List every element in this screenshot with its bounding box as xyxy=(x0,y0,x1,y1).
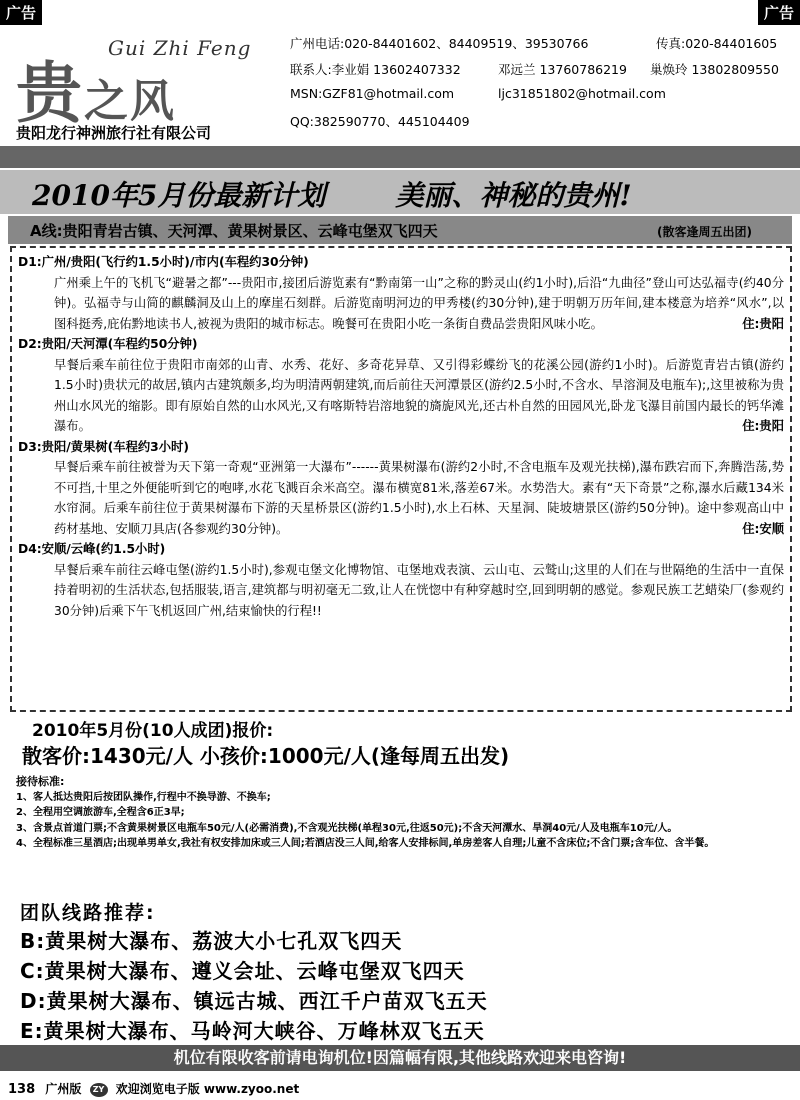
magazine-logo: ZY xyxy=(90,1083,108,1097)
divider-band xyxy=(0,146,800,168)
standard-item: 1、客人抵达贵阳后按团队操作,行程中不换导游、不换车; xyxy=(16,791,271,803)
price-title: 2010年5月份(10人成团)报价: xyxy=(32,721,274,741)
footer xyxy=(8,1080,299,1097)
standard-item: 2、全程用空调旅游车,全程含6正3早; xyxy=(16,807,185,818)
logo-text-small: 之风 xyxy=(84,76,176,127)
fax: 传真:020-84401605 xyxy=(656,36,778,51)
day-text: 早餐后乘车前往位于贵阳市南郊的山青、水秀、花好、多奇花异草、又引得彩蝶纷飞的花溪公园(游约1小时)。后游览青岩古镇(游约1.5小时)贵状元的故居,镇内古建筑颇多,均为明清两朝建筑,而后前往天河潭景区(游约2.5小时,不含水、旱溶洞及电瓶车);,这里被称为贵州山水风光的缩影。即有原始自然的山水风光,又有喀斯特岩溶地貌的旖旎风光,还古朴自然的田园风光,卧龙飞瀑目前国内最长的钙华滩瀑布。 xyxy=(54,357,784,433)
route-e: E:黄果树大瀑布、马岭河大峡谷、万峰林双飞五天 xyxy=(20,1019,485,1043)
qq: QQ:382590770、445104409 xyxy=(290,114,470,129)
day-body xyxy=(18,457,784,539)
day-text: 早餐后乘车前往云峰屯堡(游约1.5小时),参观屯堡文化博物馆、屯堡地戏表演、云山屯、云鹫山;这里的人们在与世隔绝的生活中一直保持着明初的生活状态,包括服装,语言,建筑都与明初毫无二致,让人在恍惚中有种穿越时空,回到明朝的感觉。参观民族工艺蜡染厂(参观约30分钟)后乘下午飞机返回广州,结束愉快的行程!! xyxy=(54,562,784,618)
contact-person-2: 邓远兰 13760786219 xyxy=(498,62,627,77)
day-stay: 住:贵阳 xyxy=(742,419,784,433)
line-a-note: (散客逢周五出团) xyxy=(657,225,752,239)
day-text: 广州乘上午的飞机飞“避暑之都”---贵阳市,接团后游览素有“黔南第一山”之称的黔灵山(约1小时),后沿“九曲径”登山可达弘福寺(约40分钟)。弘福寺与山简的麒麟洞及山上的摩崖石刻群。后游览南明河边的甲秀楼(约30分钟),建于明朝万历年间,建本楼意为培养“风水”,以图科挺秀,庇佑黔地读书人,被视为贵阳的城市标志。晚餐可在贵阳小吃一条街自费品尝贵阳风味小吃。 xyxy=(54,275,784,331)
logo xyxy=(12,30,280,132)
route-d: D:黄果树大瀑布、镇远古城、西江千户苗双飞五天 xyxy=(20,989,488,1013)
msn-2: ljc31851802@hotmail.com xyxy=(498,86,666,101)
line-a-label: A线:贵阳青岩古镇、天河潭、黄果树景区、云峰屯堡双飞四天 xyxy=(30,222,438,240)
day-4 xyxy=(18,539,784,621)
day-body xyxy=(18,355,784,437)
route-b: B:黄果树大瀑布、荔波大小七孔双飞四天 xyxy=(20,929,403,953)
contact-person-1: 联系人:李业娟 13602407332 xyxy=(290,62,461,77)
contact-info xyxy=(290,34,790,138)
route-c: C:黄果树大瀑布、遵义会址、云峰屯堡双飞四天 xyxy=(20,959,465,983)
logo-pinyin: Gui Zhi Feng xyxy=(108,36,252,60)
logo-text xyxy=(16,40,176,135)
day-head: D3:贵阳/黄果树(车程约3小时) xyxy=(18,439,189,454)
day-head: D2:贵阳/天河潭(车程约50分钟) xyxy=(18,337,198,351)
day-body xyxy=(18,560,784,622)
standard-item: 4、全程标准三星酒店;出现单男单女,我社有权安排加床或三人间;若酒店没三人间,给客人安排标间,单房差客人自理;儿童不含床位;不含门票;含车位、含半餐。 xyxy=(16,838,715,849)
itinerary-box xyxy=(10,246,792,712)
contact-person-3: 巢焕玲 13802809550 xyxy=(650,62,779,77)
phone: 广州电话:020-84401602、84409519、39530766 xyxy=(290,36,589,51)
day-head: D4:安顺/云峰(约1.5小时) xyxy=(18,542,166,556)
recommend-title: 团队线路推荐: xyxy=(20,902,156,924)
day-body xyxy=(18,273,784,335)
msn-1: MSN:GZF81@hotmail.com xyxy=(290,86,455,101)
main-title xyxy=(0,170,800,214)
day-3 xyxy=(18,437,784,540)
day-text: 早餐后乘车前往被誉为天下第一奇观“亚洲第一大瀑布”------黄果树瀑布(游约2小时,不含电瓶车及观光扶梯),瀑布跌宕而下,奔腾浩荡,势不可挡,十里之外便能听到它的咆哮,水花飞溅百余米高空。瀑布横宽81米,落差67米。水势浩大。素有“天下奇景”之称,瀑水后藏134米水帘洞。后乘车前往位于黄果树瀑布下游的天星桥景区(游约1.5小时),水上石林、天星洞、陡坡塘景区(游约50分钟)。途中参观高山中药材基地、安顺刀具店(各参观约30分钟)。 xyxy=(54,460,784,536)
day-2 xyxy=(18,334,784,437)
footer-text: 欢迎浏览电子版 www.zyoo.net xyxy=(115,1082,300,1096)
recommend-routes xyxy=(20,926,488,1046)
day-stay: 住:安顺 xyxy=(742,521,784,536)
day-head: D1:广州/贵阳(飞行约1.5小时)/市内(车程约30分钟) xyxy=(18,255,309,269)
company-name: 贵阳龙行神洲旅行社有限公司 xyxy=(16,124,212,142)
logo-text-big: 贵 xyxy=(16,54,84,132)
day-stay: 住:贵阳 xyxy=(742,316,784,331)
bottom-notice-bar: 机位有限收客前请电询机位!因篇幅有限,其他线路欢迎来电咨询! xyxy=(0,1045,800,1071)
page-number: 138 xyxy=(8,1082,36,1097)
header xyxy=(8,22,792,140)
ad-label-right: 广告 xyxy=(758,0,800,25)
title-part-2: 美丽、神秘的贵州! xyxy=(395,179,632,212)
standard-item: 3、含景点首道门票;不含黄果树景区电瓶车50元/人(必需消费),不含观光扶梯(单程30元,往返50元);不含天河潭水、旱洞40元/人及电瓶车10元/人。 xyxy=(16,822,678,834)
ad-label-left: 广告 xyxy=(0,0,42,25)
day-1 xyxy=(18,252,784,334)
price-line: 散客价:1430元/人 小孩价:1000元/人(逢每周五出发) xyxy=(22,744,510,768)
standards-head: 接待标准: xyxy=(16,775,65,788)
title-part-1: 2010年5月份最新计划 xyxy=(32,179,326,212)
service-standards xyxy=(16,774,794,852)
line-a-header xyxy=(8,216,792,244)
edition: 广州版 xyxy=(45,1082,82,1096)
